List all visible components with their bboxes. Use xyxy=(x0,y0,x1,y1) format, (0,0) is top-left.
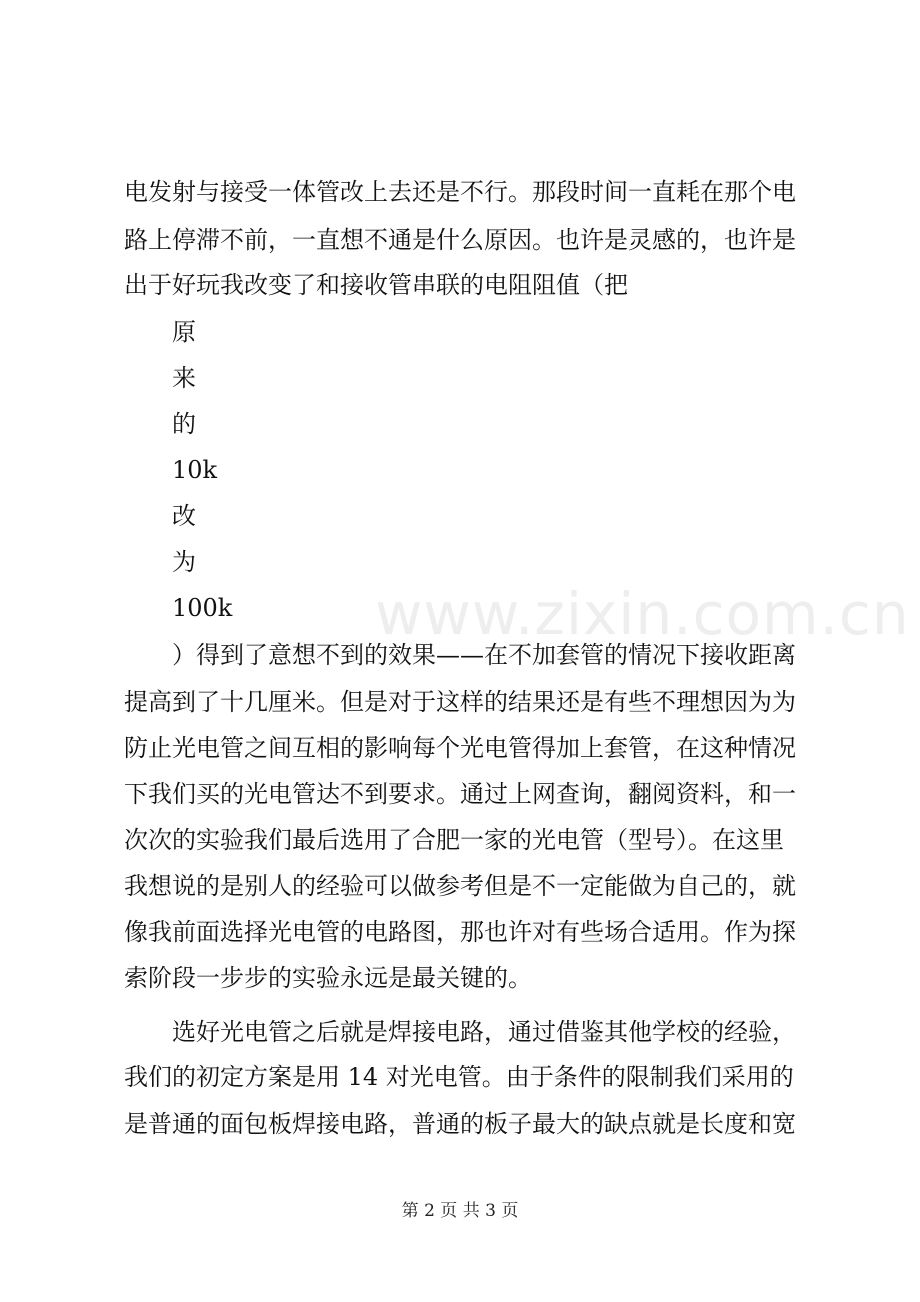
text-line: 下我们买的光电管达不到要求。通过上网查询，翻阅资料，和一 xyxy=(124,780,796,808)
stacked-line: 100k xyxy=(172,594,233,622)
text-line: 我想说的是别人的经验可以做参考但是不一定能做为自己的，就 xyxy=(124,872,796,900)
stacked-line: 改 xyxy=(172,502,196,530)
text-line: 电发射与接受一体管改上去还是不行。那段时间一直耗在那个电 xyxy=(124,178,796,206)
page-footer: 第 2 页 共 3 页 xyxy=(401,1201,519,1221)
stacked-line: 为 xyxy=(172,548,196,576)
text-line: 次次的实验我们最后选用了合肥一家的光电管（型号）。在这里 xyxy=(124,826,784,854)
stacked-line: 的 xyxy=(172,410,196,438)
stacked-line: 原 xyxy=(172,318,196,346)
stacked-line: 来 xyxy=(172,364,196,392)
text-line: 提高到了十几厘米。但是对于这样的结果还是有些不理想因为为 xyxy=(124,688,796,716)
text-line: 我们的初定方案是用 14 对光电管。由于条件的限制我们采用的 xyxy=(124,1063,794,1091)
text-line: 索阶段一步步的实验永远是最关键的。 xyxy=(124,964,532,992)
text-line: 像我前面选择光电管的电路图，那也许对有些场合适用。作为探 xyxy=(124,918,796,946)
text-line: 是普通的面包板焊接电路，普通的板子最大的缺点就是长度和宽 xyxy=(124,1110,796,1138)
text-line: 路上停滞不前，一直想不通是什么原因。也许是灵感的，也许是 xyxy=(124,226,796,254)
text-line: ）得到了意想不到的效果——在不加套管的情况下接收距离 xyxy=(172,641,796,669)
text-line: 选好光电管之后就是焊接电路，通过借鉴其他学校的经验， xyxy=(172,1018,796,1046)
text-line: 出于好玩我改变了和接收管串联的电阻阻值（把 xyxy=(124,271,628,299)
watermark: www.zixin.com.cn xyxy=(375,580,910,648)
text-line: 防止光电管之间互相的影响每个光电管得加上套管，在这种情况 xyxy=(124,734,796,762)
stacked-line: 10k xyxy=(172,456,218,484)
